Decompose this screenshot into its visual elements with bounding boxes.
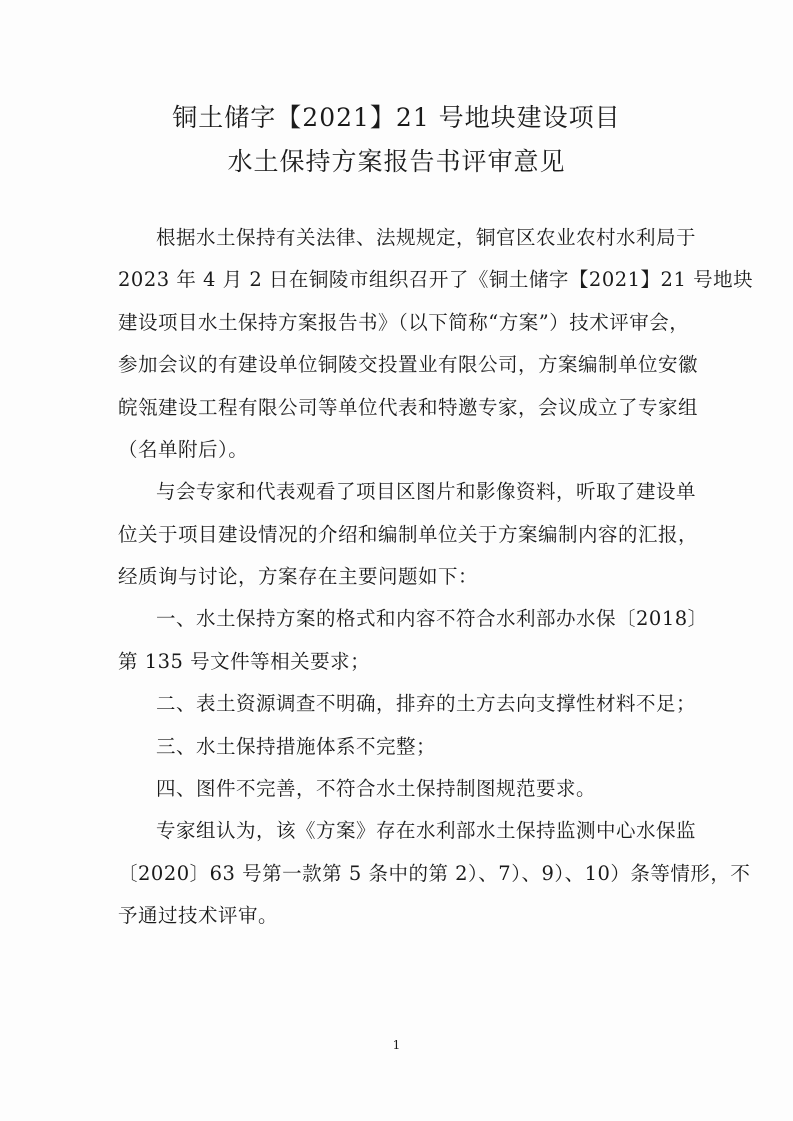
issue-2: 二、表土资源调查不明确，排弃的土方去向支撑性材料不足；: [156, 692, 697, 715]
page-number: 1: [392, 1038, 401, 1052]
document-title-line-1: 铜土储字【2021】21 号地块建设项目: [172, 103, 621, 132]
paragraph-1-line-5: 皖瓴建设工程有限公司等单位代表和特邀专家，会议成立了专家组: [118, 396, 699, 419]
conclusion-line-2: 〔2020〕63 号第一款第 5 条中的第 2）、7）、9）、10）条等情形，不: [118, 862, 751, 885]
paragraph-2-line-3: 经质询与讨论，方案存在主要问题如下：: [118, 565, 479, 588]
paragraph-1-line-2: 2023 年 4 月 2 日在铜陵市组织召开了《铜土储字【2021】21 号地块: [118, 268, 754, 291]
conclusion-line-3: 予通过技术评审。: [118, 904, 279, 927]
paragraph-1-line-6: （名单附后）。: [118, 438, 249, 461]
issue-3: 三、水土保持措施体系不完整；: [156, 735, 437, 758]
conclusion-line-1: 专家组认为，该《方案》存在水利部水土保持监测中心水保监: [156, 819, 697, 842]
paragraph-1-line-4: 参加会议的有建设单位铜陵交投置业有限公司，方案编制单位安徽: [118, 353, 699, 376]
issue-1-line-1: 一、水土保持方案的格式和内容不符合水利部办水保〔2018〕: [156, 607, 708, 630]
issue-1-line-2: 第 135 号文件等相关要求；: [118, 650, 371, 673]
paragraph-1-line-1: 根据水土保持有关法律、法规规定，铜官区农业农村水利局于: [156, 226, 697, 249]
document-title-line-2: 水土保持方案报告书评审意见: [227, 147, 566, 176]
paragraph-2-line-2: 位关于项目建设情况的介绍和编制单位关于方案编制内容的汇报，: [118, 523, 699, 546]
paragraph-2-line-1: 与会专家和代表观看了项目区图片和影像资料，听取了建设单: [156, 480, 697, 503]
issue-4: 四、图件不完善，不符合水土保持制图规范要求。: [156, 777, 597, 800]
paragraph-1-line-3: 建设项目水土保持方案报告书》（以下简称“方案”）技术评审会，: [118, 311, 690, 334]
